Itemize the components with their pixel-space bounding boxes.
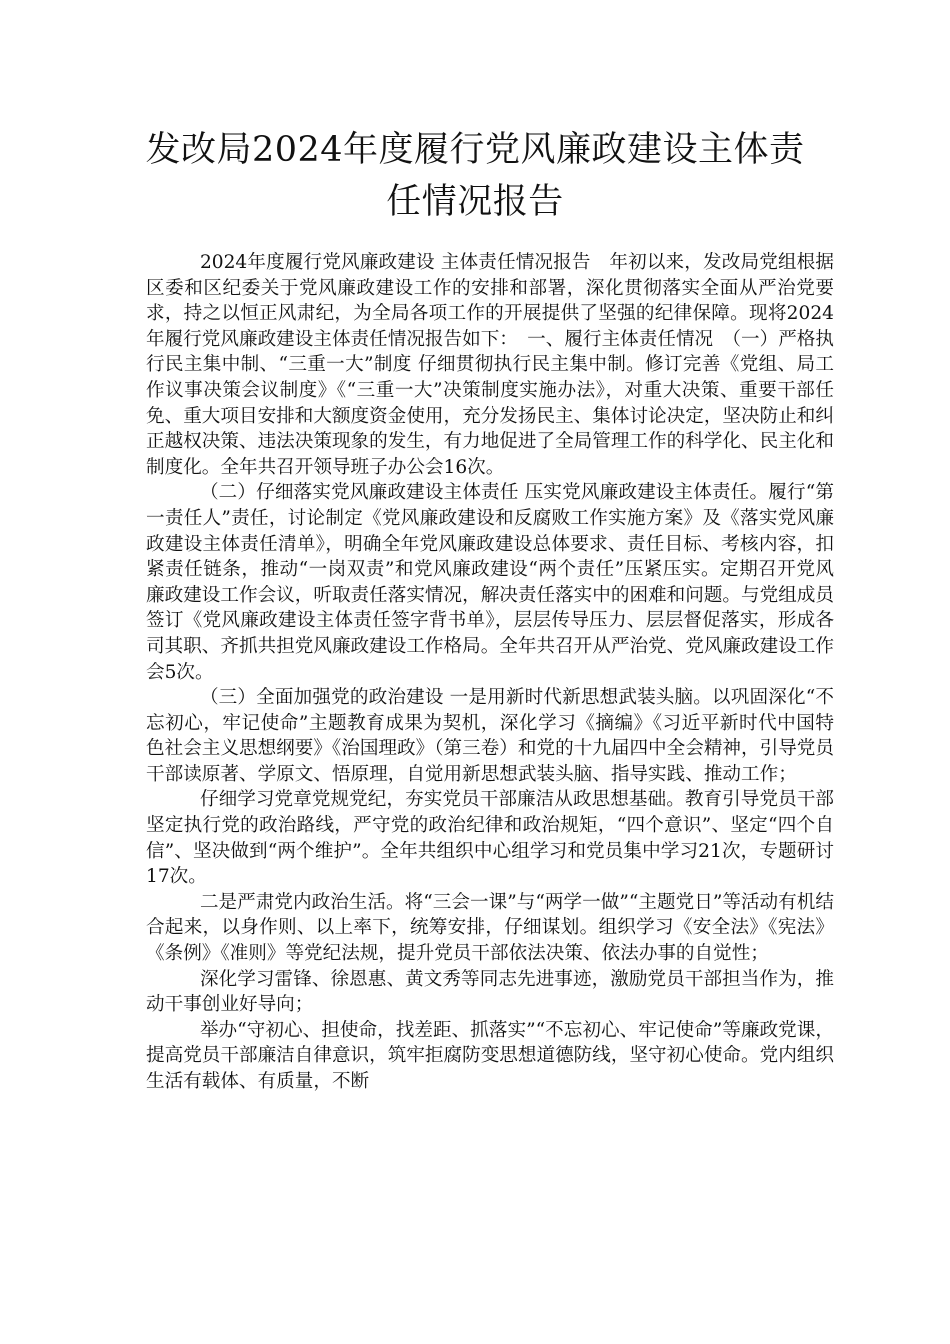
- paragraph-intro: 2024年度履行党风廉政建设 主体责任情况报告 年初以来，发改局党组根据区委和区纪委关于党风廉政建设工作的安排和部署，深化贯彻落实全面从严治党要求，持之以恒正风肃纪，为全局各项工作的开展提供了坚强的纪律保障。现将2024年履行党风廉政建设主体责任情况报告如下： 一、履行主体责任情况 （一）严格执行民主集中制、“三重一大”制度 仔细贯彻执行民主集中制。修订完善《党组、局工作议事决策会议制度》《“三重一大”决策制度实施办法》，对重大决策、重要干部任免、重大项目安排和大额度资金使用，充分发扬民主、集体讨论决定，坚决防止和纠正越权决策、违法决策现象的发生，有力地促进了全局管理工作的科学化、民主化和制度化。全年共召开领导班子办公会16次。: [146, 252, 834, 478]
- document-title: [140, 124, 810, 228]
- document-body: [146, 250, 834, 1095]
- paragraph-political-life: 二是严肃党内政治生活。将“三会一课”与“两学一做”“主题党日”等活动有机结合起来，以身作则、以上率下，统筹安排，仔细谋划。组织学习《安全法》《宪法》《条例》《准则》等党纪法规，提升党员干部依法决策、依法办事的自觉性；: [146, 891, 834, 965]
- paragraph-section-2: （二）仔细落实党风廉政建设主体责任 压实党风廉政建设主体责任。履行“第一责任人”责任，讨论制定《党风廉政建设和反腐败工作实施方案》及《落实党风廉政建设主体责任清单》，明确全年党风廉政建设总体要求、责任目标、考核内容，扣紧责任链条，推动“一岗双责”和党风廉政建设“两个责任”压紧压实。定期召开党风廉政建设工作会议，听取责任落实情况，解决责任落实中的困难和问题。与党组成员签订《党风廉政建设主体责任签字背书单》，层层传导压力、层层督促落实，形成各司其职、齐抓共担党风廉政建设工作格局。全年共召开从严治党、党风廉政建设工作会5次。: [146, 482, 834, 683]
- paragraph-role-models: 深化学习雷锋、徐恩惠、黄文秀等同志先进事迹，激励党员干部担当作为，推动干事创业好导向；: [146, 968, 834, 1016]
- paragraph-party-rules: 仔细学习党章党规党纪，夯实党员干部廉洁从政思想基础。教育引导党员干部坚定执行党的政治路线，严守党的政治纪律和政治规矩，“四个意识”、坚定“四个自信”、坚决做到“两个维护”。全年共组织中心组学习和党员集中学习21次，专题研讨17次。: [146, 789, 834, 888]
- title-line-1: 发改局2024年度履行党风廉政建设主体责: [145, 130, 805, 170]
- paragraph-integrity-lessons: 举办“守初心、担使命，找差距、抓落实”“不忘初心、牢记使命”等廉政党课，提高党员干部廉洁自律意识，筑牢拒腐防变思想道德防线，坚守初心使命。党内组织生活有载体、有质量，不断: [146, 1019, 834, 1092]
- title-line-2: 任情况报告: [386, 182, 564, 222]
- paragraph-section-3: （三）全面加强党的政治建设 一是用新时代新思想武装头脑。以巩固深化“不忘初心，牢记使命”主题教育成果为契机，深化学习《摘编》《习近平新时代中国特色社会主义思想纲要》《治国理政》（第三卷）和党的十九届四中全会精神，引导党员干部读原著、学原文、悟原理，自觉用新思想武装头脑、指导实践、推动工作；: [146, 687, 834, 785]
